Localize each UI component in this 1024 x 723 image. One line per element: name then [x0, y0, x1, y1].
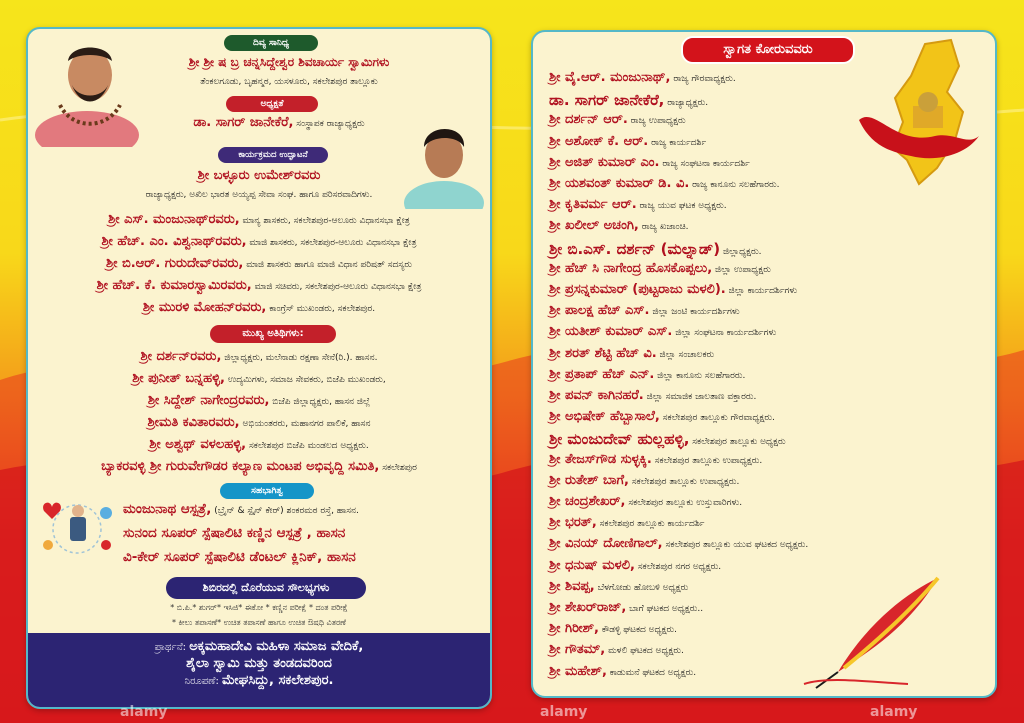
- welcome-role: ಜಿಲ್ಲಾ ಸಂಚಾಲಕರು: [659, 349, 715, 360]
- guest-line: [28, 393, 490, 408]
- quill-feather-icon: [798, 572, 948, 692]
- welcome-name: ಶ್ರೀ ಯಶವಂತ್ ಕುಮಾರ್ ಡಿ. ವಿ.: [549, 176, 690, 191]
- welcome-list-item: [549, 367, 745, 382]
- guest-line: [28, 300, 490, 315]
- guest-line: [28, 349, 490, 364]
- watermark: alamy: [120, 704, 168, 720]
- welcome-list-item: [549, 282, 797, 297]
- guest-name: ಬ್ಯಾಕರವಳ್ಳಿ ಶ್ರೀ ಗುರುವೇಗೌಡರ ಕಲ್ಯಾಣ ಮಂಟಪ ಅಭಿವೃದ್ದಿ ಸಮಿತಿ,: [101, 459, 380, 474]
- guest-line: [28, 415, 490, 430]
- guest-line: [28, 212, 490, 227]
- left-panel: [26, 27, 492, 709]
- guest-role: ಅಭಿಯಂತರರು, ಮಹಾನಗರ ಪಾಲಿಕೆ, ಹಾಸನ: [242, 419, 371, 429]
- welcome-role: ಸಕಲೇಶಪುರ ತಾಲ್ಲೂಕು ಉಪಾಧ್ಯಕ್ಷರು.: [654, 455, 763, 466]
- partner-line: [123, 501, 359, 517]
- guest-name: ಶ್ರೀ ಅಶ್ವಥ್ ವಳಲಹಳ್ಳಿ,: [149, 437, 247, 452]
- welcome-role: ರಾಜ್ಯ ಉಪಾಧ್ಯಕ್ಷರು: [630, 116, 686, 127]
- divya-heading: ದಿವ್ಯ ಸಾನಿಧ್ಯ: [224, 35, 318, 51]
- welcome-list-item: [549, 112, 686, 127]
- guest-line: [28, 371, 490, 386]
- welcome-list-item: [549, 176, 779, 191]
- swamiji-photo: [32, 35, 142, 147]
- guest-role: ಜಿಲ್ಲಾಧ್ಯಕ್ಷರು, ಮಲೆನಾಡು ರಕ್ಷಣಾ ಸೇನೆ(ರಿ.). ಹಾಸನ.: [224, 353, 378, 363]
- inauguration-heading: ಕಾರ್ಯಕ್ರಮದ ಉದ್ಘಾಟನೆ: [218, 147, 328, 163]
- facilities-line-1: * ಬಿ.ಪಿ.* ಶುಗರ್* ಇಸಿಜಿ* ಈಕೋ * ಕಣ್ಣಿನ ಪರೀಕ್ಷೆ * ದಂತ ಪರೀಕ್ಷೆ: [170, 603, 348, 612]
- partner-line: [123, 549, 356, 565]
- swamiji-name: ಶ್ರೀ ಶ್ರೀ ಷ ಬ್ರ ಚನ್ನಸಿದ್ದೇಶ್ವರ ಶಿವಚಾರ್ಯ ಸ್ವಾಮಿಗಳು: [188, 55, 390, 69]
- welcome-list-item: [549, 197, 727, 212]
- welcome-list-item: [549, 430, 786, 448]
- welcome-name: ಶ್ರೀ ಭರತ್,: [549, 515, 597, 531]
- welcome-list-item: [549, 346, 714, 361]
- welcome-role: ರಾಜ್ಯ ಗೌರವಾಧ್ಯಕ್ಷರು.: [673, 74, 736, 84]
- guest-name: ಶ್ರೀ ಪುನೀತ್ ಬನ್ನಹಳ್ಳಿ,: [132, 371, 225, 386]
- welcome-role: ಜಿಲ್ಲಾ ಕಾರ್ಯದರ್ಶಿಗಳು: [728, 286, 798, 296]
- welcome-name: ಶ್ರೀ ಯತೀಶ್ ಕುಮಾರ್ ಎಸ್.: [549, 324, 673, 340]
- guest-name: ಶ್ರೀ ದರ್ಶನ್‌ರವರು,: [140, 349, 222, 364]
- guest-name: ಶ್ರೀ ಹೆಚ್. ಕೆ. ಕುಮಾರಸ್ವಾಮಿರವರು,: [96, 278, 252, 293]
- guest-role: ಸಕಲೇಶಪುರ: [382, 463, 417, 473]
- welcome-list-item: [549, 261, 771, 276]
- partner-name: ಸುನಂದ ಸೂಪರ್ ಸ್ಪೆಷಾಲಿಟಿ ಕಣ್ಣಿನ ಆಸ್ಪತ್ರೆ , ಹಾಸನ: [123, 525, 346, 541]
- welcome-name: ಶ್ರೀ ಅಜಿತ್ ಕುಮಾರ್ ಎಂ.: [549, 154, 660, 170]
- welcome-role: ಸಕಲೇಶಪುರ ತಾಲ್ಲೂಕು ಯುವ ಘಟಕದ ಅಧ್ಯಕ್ಷರು.: [665, 540, 809, 551]
- welcome-list-item: [549, 134, 706, 149]
- guest-role: ಬಿಜೆಪಿ ಜಿಲ್ಲಾಧ್ಯಕ್ಷರು, ಹಾಸನ ಜಿಲ್ಲೆ: [272, 397, 371, 407]
- guest-line: [28, 278, 490, 293]
- guest-name: ಶ್ರೀಮತಿ ಕವಿತಾರವರು,: [147, 415, 240, 430]
- welcome-name: ಶ್ರೀ ಅಭಿಷೇಕ್ ಹೆಬ್ಬಾಸಾಲೆ,: [549, 409, 660, 425]
- welcome-role: ಕಾಡುಮನೆ ಘಟಕದ ಅಧ್ಯಕ್ಷರು.: [609, 667, 697, 678]
- welcome-role: ಬಾಗೆ ಘಟಕದ ಅಧ್ಯಕ್ಷರು..: [629, 604, 704, 614]
- welcome-list-item: [549, 558, 721, 573]
- welcome-name: ಶ್ರೀ ಗಿರೀಶ್,: [549, 621, 599, 637]
- welcome-name: ಶ್ರೀ ಖಲೀಲ್ ಅಚಂಗಿ,: [549, 218, 639, 234]
- welcome-role: ಸಕಲೇಶಪುರ ತಾಲ್ಲೂಕು ಅಧ್ಯಕ್ಷರು: [692, 437, 786, 448]
- partners-heading: ಸಹಭಾಗಿತ್ವ: [220, 483, 314, 499]
- welcome-name: ಶ್ರೀ ವಿನಯ್ ದೋಣಿಗಾಲ್,: [549, 536, 663, 552]
- welcome-name: ಶ್ರೀ ಹೆಚ್ ಸಿ ನಾಗೇಂದ್ರ ಹೊಸಕೊಪ್ಪಲು,: [549, 260, 713, 276]
- welcome-role: ಜಿಲ್ಲಾ ಉಪಾಧ್ಯಕ್ಷರು: [715, 264, 771, 275]
- right-panel: [531, 30, 997, 698]
- welcome-name: ಶ್ರೀ ಪ್ರಸನ್ನಕುಮಾರ್ (ಪುಟ್ಟರಾಜು ಮಳಲಿ).: [549, 282, 726, 297]
- welcome-role: ಜಿಲ್ಲಾ ಕಾನೂನು ಸಲಹೆಗಾರರು.: [657, 370, 746, 381]
- welcome-list-item: [549, 621, 677, 636]
- welcome-role: ರಾಜ್ಯಾಧ್ಯಕ್ಷರು.: [667, 98, 709, 109]
- welcome-role: ಜಿಲ್ಲಾ ಸಂಘಟನಾ ಕಾರ್ಯದರ್ಶಿಗಳು: [675, 328, 777, 339]
- watermark: alamy: [870, 704, 918, 720]
- guest-role: ಮಾನ್ಯ ಶಾಸಕರು, ಸಕಲೇಶಪುರ-ಆಲೂರು ವಿಧಾನಸಭಾ ಕ್ಷೇತ್ರ: [242, 216, 410, 226]
- welcome-role: ಕೌಡಳ್ಳಿ ಘಟಕದ ಅಧ್ಯಕ್ಷರು.: [601, 625, 678, 636]
- welcome-list-item: [549, 303, 740, 318]
- welcome-list-item: [549, 388, 756, 403]
- guest-name: ಶ್ರೀ ಬಿ.ಆರ್. ಗುರುದೇವ್‌ರವರು,: [106, 256, 244, 271]
- welcome-list-item: [549, 579, 688, 594]
- welcome-name: ಶ್ರೀ ಧನುಷ್ ಮಳಲಿ,: [549, 557, 635, 573]
- welcome-role: ಜಿಲ್ಲಾ ಜಂಟಿ ಕಾರ್ಯದರ್ಶಿಗಳು: [652, 307, 740, 318]
- guest-role: ಮಾಜಿ ಸಚಿವರು, ಸಕಲೇಶಪುರ-ಆಲೂರು ವಿಧಾನಸಭಾ ಕ್ಷೇತ್ರ: [254, 282, 422, 292]
- welcome-name: ಶ್ರೀ ಪಾಲಕ್ಷ ಹೆಚ್ ಎಸ್.: [549, 303, 650, 319]
- guest-line: [28, 234, 490, 249]
- president-heading: ಅಧ್ಯಕ್ಷತೆ: [226, 96, 318, 112]
- guest-line: [28, 256, 490, 271]
- welcome-role: ಬೆಳಗೋಡು ಹೋಬಳಿ ಅಧ್ಯಕ್ಷರು: [597, 582, 689, 593]
- welcome-name: ಶ್ರೀ ವೈ.ಆರ್. ಮಂಜುನಾಥ್,: [549, 70, 671, 85]
- welcome-list-item: [549, 515, 704, 530]
- welcome-name: ಶ್ರೀ ಪ್ರತಾಪ್ ಹೆಚ್ ಎನ್.: [549, 366, 655, 382]
- welcome-role: ಜಿಲ್ಲಾ ಸಮಾಜಿಕ ಜಾಲತಾಣ ವಕ್ತಾರರು.: [646, 392, 757, 402]
- welcome-name: ಶ್ರೀ ಶರತ್ ಶೆಟ್ಟಿ ಹೆಚ್ ವಿ.: [549, 345, 657, 361]
- welcome-name: ಶ್ರೀ ದರ್ಶನ್ ಆರ್.: [549, 112, 628, 128]
- guest-role: ಮಾಜಿ ಶಾಸಕರು ಹಾಗೂ ಮಾಜಿ ವಿಧಾನ ಪರಿಷತ್ ಸದಸ್ಯರು: [246, 260, 412, 270]
- inauguration-name: ಶ್ರೀ ಬಳ್ಳೂರು ಉಮೇಶ್‌ರವರು: [197, 168, 321, 183]
- welcome-name: ಶ್ರೀ ತೇಜಸ್‌ಗೌಡ ಸುಳ್ಳಕ್ಕಿ.: [549, 451, 652, 467]
- welcome-list-item: [549, 642, 684, 657]
- welcome-role: ಸಕಲೇಶಪುರ ನಗರ ಅಧ್ಯಕ್ಷರು.: [637, 561, 722, 572]
- partner-name: ವಿ-ಕೇರ್ ಸೂಪರ್ ಸ್ಪೆಷಾಲಿಟಿ ಡೆಂಟಲ್ ಕ್ಲಿನಿಕ್, ಹಾಸನ: [123, 549, 356, 565]
- welcome-name: ಶ್ರೀ ಶಿವಪ್ಪ,: [549, 578, 595, 594]
- welcome-name: ಶ್ರೀ ರುತೇಶ್ ಬಾಗೆ,: [549, 472, 629, 488]
- partner-detail: (ಬ್ರೈನ್ & ಸ್ಪೈನ್ ಕೇರ್) ಶಂಕರಮಠ ರಸ್ತೆ, ಹಾಸನ.: [214, 506, 359, 516]
- welcome-list-item: [549, 473, 739, 488]
- guest-name: ಶ್ರೀ ಮುರಳಿ ಮೋಹನ್‌ರವರು,: [142, 300, 267, 315]
- welcome-name: ಶ್ರೀ ಮಹೇಶ್,: [549, 663, 607, 679]
- welcome-name: ಡಾ. ಸಾಗರ್ ಜಾನೇಕೆರೆ,: [549, 91, 665, 110]
- guest-line: [28, 437, 490, 452]
- welcome-role: ರಾಜ್ಯ ಕಾರ್ಯದರ್ಶಿ: [651, 137, 707, 148]
- welcome-role: ರಾಜ್ಯ ಖಜಾಂಚಿ.: [641, 222, 689, 233]
- welcome-list-item: [549, 409, 775, 424]
- guest-line: [28, 459, 490, 474]
- welcome-name: ಶ್ರೀ ಬಿ.ಎಸ್. ದರ್ಶನ್ (ಮಲ್ನಾಡ್): [549, 239, 721, 258]
- footer-line-2: ಶೈಲಾ ಸ್ವಾಮಿ ಮತ್ತು ತಂಡದವರಿಂದ: [186, 656, 332, 671]
- welcome-role: ರಾಜ್ಯ ಸಂಘಟನಾ ಕಾರ್ಯದರ್ಶಿ: [662, 158, 750, 169]
- welcome-role: ರಾಜ್ಯ ಯುವ ಘಟಕ ಅಧ್ಯಕ್ಷರು.: [639, 201, 727, 212]
- swamiji-place: ತೆಂಕಲಗೂಡು, ಬೃಹನ್ಮಠ, ಯಸಳೂರು, ಸಕಲೇಶಪುರ ತಾಲ್ಲೂಕು: [200, 77, 378, 87]
- welcome-name: ಶ್ರೀ ಪವನ್ ಕಾಗಿನಹರೆ.: [549, 388, 644, 403]
- welcome-role: ಸಕಲೇಶಪುರ ತಾಲ್ಲೂಕು ಕಾರ್ಯದರ್ಶಿ: [599, 519, 705, 530]
- welcome-list-item: [549, 494, 742, 509]
- welcome-list-item: [549, 91, 708, 109]
- chief-guests-heading: ಮುಖ್ಯ ಅತಿಥಿಗಳು:: [210, 325, 336, 343]
- welcome-role: ಸಕಲೇಶಪುರ ತಾಲ್ಲೂಕು ಉಸ್ತುವಾರಿಗಳು.: [628, 498, 743, 508]
- footer-banner: [28, 633, 490, 707]
- president-line: ಡಾ. ಸಾಗರ್ ಜಾನೇಕೆರೆ, ಸಂಸ್ಥಾಪಕ ರಾಜ್ಯಾಧ್ಯಕ್ಷರು: [193, 115, 365, 130]
- welcome-list-item: [549, 536, 808, 551]
- footer-anchor: ನಿರೂಪಣೆ: ಮೇಘಸಿದ್ದು, ಸಕಲೇಶಪುರ.: [184, 673, 334, 688]
- welcome-name: ಶ್ರೀ ಕೃತಿವರ್ಮ ಆರ್.: [549, 197, 637, 213]
- watermark: alamy: [540, 704, 588, 720]
- welcome-name: ಶ್ರೀ ಚಂದ್ರಶೇಖರ್,: [549, 494, 626, 509]
- welcome-role: ರಾಜ್ಯ ಕಾನೂನು ಸಲಹೆಗಾರರು.: [692, 180, 780, 190]
- welcome-name: ಶ್ರೀ ಶೇಖರ್‌ರಾಜ್,: [549, 600, 627, 615]
- welcome-name: ಶ್ರೀ ಮಂಜುದೇವ್ ಹುಲ್ಲಹಳ್ಳಿ,: [549, 430, 690, 449]
- guest-role: ಕಾಂಗ್ರೆಸ್ ಮುಖಂಡರು, ಸಕಲೇಶಪುರ.: [269, 304, 376, 314]
- partner-line: [123, 525, 345, 541]
- welcome-list-item: [549, 218, 689, 233]
- guest-name: ಶ್ರೀ ಸಿದ್ದೇಶ್ ನಾಗೇಂದ್ರರವರು,: [147, 393, 270, 408]
- partner-name: ಮಂಜುನಾಥ ಆಸ್ಪತ್ರೆ,: [123, 501, 212, 517]
- health-illustration-icon: [36, 491, 118, 561]
- welcome-list-item: [549, 70, 736, 85]
- welcome-list-item: [549, 155, 750, 170]
- welcome-role: ಸಕಲೇಶಪುರ ತಾಲ್ಲೂಕು ಉಪಾಧ್ಯಕ್ಷರು.: [631, 476, 740, 487]
- facilities-line-2: * ಕೀಲು ತಪಾಸಣೆ* ಉಚಿತ ತಪಾಸಣೆ ಹಾಗೂ ಉಚಿತ ಔಷಧಿ ವಿತರಣೆ: [171, 618, 346, 627]
- footer-prayer: ಪ್ರಾರ್ಥನೆ: ಅಕ್ಕಮಹಾದೇವಿ ಮಹಿಳಾ ಸಮಾಜ ವೇದಿಕೆ,: [154, 639, 364, 654]
- welcome-list-item: [549, 240, 762, 258]
- welcome-role: ಮಳಲಿ ಘಟಕದ ಅಧ್ಯಕ್ಷರು.: [608, 646, 684, 657]
- guest-role: ಮಾಜಿ ಶಾಸಕರು, ಸಕಲೇಶಪುರ-ಆಲೂರು ವಿಧಾನಸಭಾ ಕ್ಷೇತ್ರ: [249, 238, 417, 248]
- guest-name: ಶ್ರೀ ಹೆಚ್. ಎಂ. ವಿಶ್ವನಾಥ್‌ರವರು,: [101, 234, 247, 249]
- welcome-list-item: [549, 664, 696, 679]
- guest-role: ಸಕಲೇಶಪುರ ಬಿಜೆಪಿ ಮಂಡಲದ ಅಧ್ಯಕ್ಷರು.: [248, 441, 369, 451]
- welcome-heading: ಸ್ವಾಗತ ಕೋರುವವರು: [681, 36, 855, 64]
- welcome-list-item: [549, 600, 703, 615]
- guest-role: ಉದ್ಯಮಿಗಳು, ಸಮಾಜ ಸೇವಕರು, ಬಿಜೆಪಿ ಮುಖಂಡರು,: [227, 375, 386, 385]
- welcome-list-item: [549, 452, 762, 467]
- welcome-list-item: [549, 324, 776, 339]
- facilities-heading: ಶಿಬಿರದಲ್ಲಿ ದೊರೆಯುವ ಸೌಲಭ್ಯಗಳು: [166, 577, 366, 599]
- karnataka-map-icon: [855, 36, 985, 186]
- welcome-name: ಶ್ರೀ ಅಶೋಕ್ ಕೆ. ಆರ್.: [549, 133, 649, 149]
- welcome-role: ಸಕಲೇಶಪುರ ತಾಲ್ಲೂಕು ಗೌರವಾಧ್ಯಕ್ಷರು.: [662, 413, 775, 424]
- guest-name: ಶ್ರೀ ಎಸ್. ಮಂಜುನಾಥ್‌ರವರು,: [108, 212, 240, 227]
- welcome-role: ಜಿಲ್ಲಾಧ್ಯಕ್ಷರು.: [723, 246, 762, 257]
- inauguration-role: ರಾಜ್ಯಾಧ್ಯಕ್ಷರು, ಅಖಿಲ ಭಾರತ ಅಯ್ಯಪ್ಪ ಸೇವಾ ಸಂಘ. ಹಾಗೂ ಪರಿಸರವಾದಿಗಳು.: [145, 190, 373, 200]
- welcome-name: ಶ್ರೀ ಗೌತಮ್,: [549, 642, 606, 658]
